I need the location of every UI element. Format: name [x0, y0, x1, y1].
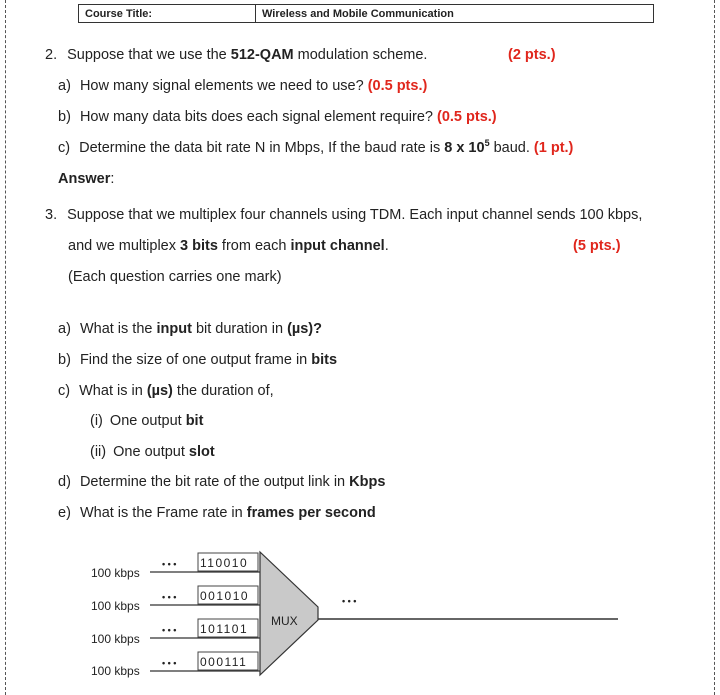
input-channel-4	[91, 652, 260, 678]
tdm-multiplexer-diagram	[0, 540, 720, 695]
input-4-rate: 100 kbps	[91, 664, 140, 678]
question-3c-text-end: the duration of,	[172, 383, 274, 399]
course-title-label: Course Title:	[79, 5, 256, 22]
input-channel-2	[91, 586, 260, 613]
question-2-points: (2 pts.)	[508, 47, 556, 63]
question-2-number: 2.	[45, 47, 58, 63]
question-3c-ii-text: One output	[113, 444, 189, 460]
question-3c-ii-unit: slot	[188, 444, 215, 460]
input-2-dots: • • •	[162, 592, 177, 602]
input-channel-1	[91, 553, 260, 580]
question-3c-i-text: One output	[109, 413, 186, 429]
output-link-dots: • • •	[342, 596, 357, 606]
input-3-bits: 101101	[200, 622, 249, 636]
question-2b-text: How many data bits does each signal element require?	[79, 109, 437, 125]
question-3-line2-end: .	[384, 238, 389, 254]
question-3e-unit: frames per second	[246, 505, 376, 521]
question-3-input-channel: input channel	[290, 238, 385, 254]
question-2a-points: (0.5 pts.)	[367, 78, 428, 94]
question-2a	[58, 77, 427, 95]
question-3	[45, 206, 642, 224]
question-3-number: 3.	[45, 207, 58, 223]
question-3-points: (5 pts.)	[573, 238, 621, 254]
question-2	[45, 46, 427, 64]
answer-colon: :	[110, 171, 115, 187]
question-3d-unit: Kbps	[349, 474, 386, 490]
question-3a-text-mid: bit duration in	[191, 321, 288, 337]
question-3b-label: b)	[58, 352, 71, 368]
question-3c-ii	[90, 443, 215, 461]
input-1-rate: 100 kbps	[91, 566, 140, 580]
question-2c-baud-exponent: 5	[484, 138, 490, 149]
course-title-value: Wireless and Mobile Communication	[262, 7, 454, 20]
question-2-scheme: 512-QAM	[230, 47, 294, 63]
question-3-line2-text: and we multiplex	[68, 238, 181, 254]
question-3c-text: What is in	[79, 383, 147, 399]
question-3a-label: a)	[58, 321, 71, 337]
question-2-text: Suppose that we use the	[67, 47, 231, 63]
question-3d	[58, 473, 385, 491]
question-3-bits: 3 bits	[180, 238, 218, 254]
question-2b-points: (0.5 pts.)	[437, 109, 497, 125]
question-3d-text: Determine the bit rate of the output link in	[79, 474, 350, 490]
input-3-rate: 100 kbps	[91, 632, 140, 646]
question-2c-text: Determine the data bit rate N in Mbps, If the baud rate is	[79, 140, 445, 156]
input-4-dots: • • •	[162, 658, 177, 668]
question-3-line2-mid: from each	[217, 238, 291, 254]
mux-label: MUX	[271, 614, 298, 628]
question-3d-label: d)	[58, 474, 71, 490]
question-3e-label: e)	[58, 505, 71, 521]
input-1-dots: • • •	[162, 559, 177, 569]
input-1-bits: 110010	[200, 556, 249, 570]
question-2c-points: (1 pt.)	[533, 140, 574, 156]
question-3-line2	[68, 237, 389, 255]
question-3e-text: What is the Frame rate in	[79, 505, 247, 521]
input-2-bits: 001010	[200, 589, 250, 603]
question-2a-text: How many signal elements we need to use?	[79, 78, 368, 94]
question-3a	[58, 320, 322, 338]
course-title-table	[78, 4, 654, 23]
question-2b-label: b)	[58, 109, 71, 125]
question-3a-input: input	[156, 321, 192, 337]
input-4-bits: 000111	[200, 655, 248, 669]
question-2b	[58, 108, 497, 126]
question-3c-i-label: (i)	[90, 413, 103, 429]
input-3-dots: • • •	[162, 625, 177, 635]
question-3b-unit: bits	[311, 352, 338, 368]
question-3-note: (Each question carries one mark)	[68, 269, 282, 285]
question-3e	[58, 504, 376, 522]
question-2-text-end: modulation scheme.	[293, 47, 428, 63]
answer-line	[58, 170, 114, 188]
question-3c-unit: (µs)	[146, 383, 173, 399]
question-3b-text: Find the size of one output frame in	[79, 352, 312, 368]
answer-label: Answer	[58, 171, 111, 187]
question-2c-label: c)	[58, 140, 71, 156]
question-3a-unit: (µs)?	[287, 321, 322, 337]
question-3c-label: c)	[58, 383, 71, 399]
question-3b	[58, 351, 337, 369]
question-2c	[58, 139, 573, 157]
input-2-rate: 100 kbps	[91, 599, 140, 613]
question-2c-baud-base: 8 x 10	[444, 140, 485, 156]
question-3-line1: Suppose that we multiplex four channels using TDM. Each input channel sends 100 kbps,	[67, 207, 643, 223]
question-3a-text: What is the	[79, 321, 157, 337]
question-3c-i	[90, 412, 203, 430]
question-3c-ii-label: (ii)	[90, 444, 107, 460]
question-3c-i-unit: bit	[185, 413, 204, 429]
question-2c-text-end: baud.	[489, 140, 534, 156]
question-2a-label: a)	[58, 78, 71, 94]
question-3c	[58, 382, 274, 400]
input-channel-3	[91, 619, 260, 646]
